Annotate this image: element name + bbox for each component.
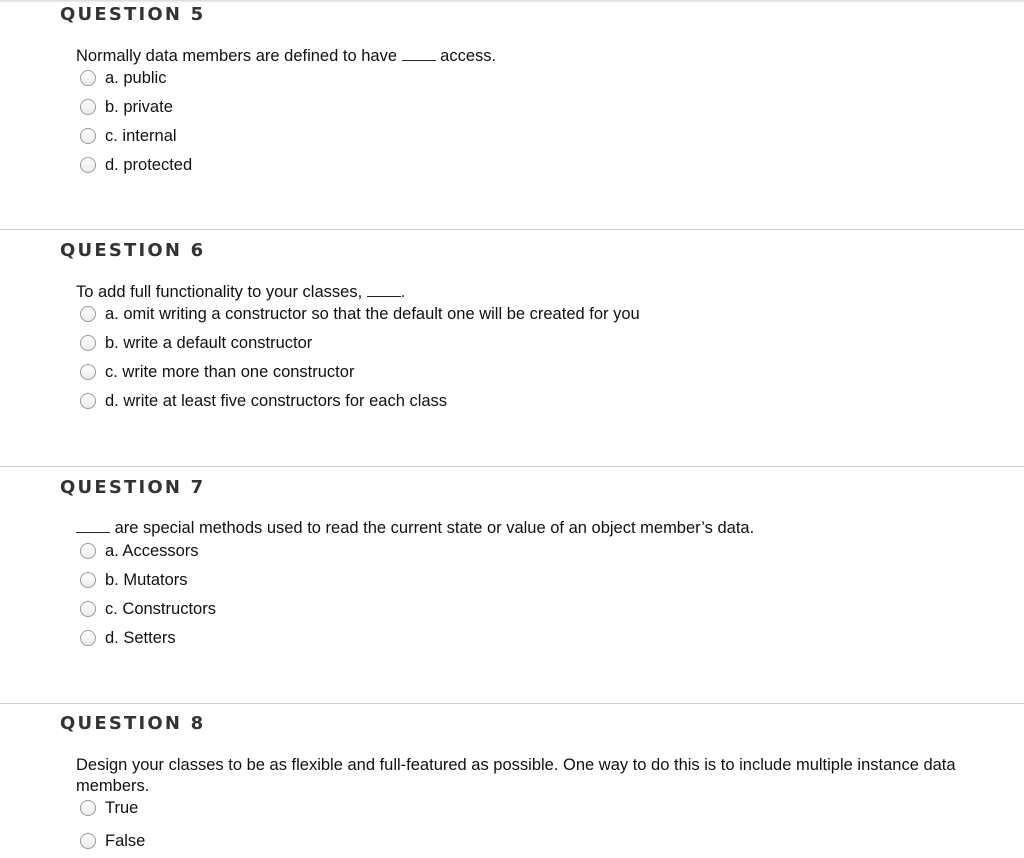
q7-option-b[interactable] [80, 569, 188, 591]
q6-option-d[interactable] [80, 390, 447, 412]
q5-option-c[interactable] [80, 125, 177, 147]
option-label: a. omit writing a constructor so that the default one will be created for you [105, 304, 640, 323]
prompt-text: are special methods used to read the current state or value of an object member’s data. [110, 519, 755, 537]
question-heading: QUESTION 8 [60, 713, 206, 734]
top-shadow [0, 0, 1024, 3]
radio-button[interactable] [80, 128, 96, 144]
option-label: False [105, 831, 146, 850]
q5-option-a[interactable] [80, 67, 166, 89]
question-divider [0, 466, 1024, 467]
q5-option-d[interactable] [80, 154, 192, 176]
question-prompt [76, 46, 1011, 67]
radio-button[interactable] [80, 99, 96, 115]
question-heading: QUESTION 7 [60, 477, 206, 498]
question-heading: QUESTION 5 [60, 4, 206, 25]
question-heading: QUESTION 6 [60, 240, 206, 261]
answer-blank [402, 48, 436, 61]
radio-button[interactable] [80, 543, 96, 559]
question-prompt: Design your classes to be as flexible and full-featured as possible. One way to do this is to include multiple instance data members. [76, 756, 956, 795]
q6-option-b[interactable] [80, 332, 312, 354]
question-prompt [76, 282, 1011, 303]
answer-blank [367, 284, 401, 297]
answer-blank [76, 520, 110, 533]
radio-button[interactable] [80, 393, 96, 409]
q8-option-false[interactable] [80, 830, 145, 852]
q5-option-b[interactable] [80, 96, 173, 118]
option-label: d. write at least five constructors for each class [105, 391, 448, 410]
option-label: c. write more than one constructor [105, 362, 355, 381]
radio-button[interactable] [80, 833, 96, 849]
radio-button[interactable] [80, 364, 96, 380]
option-label: d. protected [105, 155, 193, 174]
option-label: a. public [105, 68, 167, 87]
radio-button[interactable] [80, 157, 96, 173]
question-prompt [76, 518, 1011, 539]
question-divider [0, 229, 1024, 230]
q7-option-d[interactable] [80, 627, 176, 649]
question-divider [0, 703, 1024, 704]
q7-option-c[interactable] [80, 598, 216, 620]
option-label: b. private [105, 97, 173, 116]
prompt-text: access. [435, 47, 497, 65]
prompt-text: . [400, 283, 406, 301]
q6-option-a[interactable] [80, 303, 640, 325]
option-label: True [105, 798, 139, 817]
prompt-text: Normally data members are defined to have [76, 47, 402, 65]
option-label: c. Constructors [105, 599, 216, 618]
q6-option-c[interactable] [80, 361, 354, 383]
prompt-text: To add full functionality to your classes, [76, 283, 367, 301]
option-label: c. internal [105, 126, 177, 145]
radio-button[interactable] [80, 601, 96, 617]
radio-button[interactable] [80, 800, 96, 816]
radio-button[interactable] [80, 572, 96, 588]
q7-option-a[interactable] [80, 540, 199, 562]
option-label: b. write a default constructor [105, 333, 313, 352]
option-label: d. Setters [105, 628, 176, 647]
radio-button[interactable] [80, 306, 96, 322]
option-label: a. Accessors [105, 541, 199, 560]
q8-option-true[interactable] [80, 797, 138, 819]
radio-button[interactable] [80, 335, 96, 351]
radio-button[interactable] [80, 70, 96, 86]
radio-button[interactable] [80, 630, 96, 646]
option-label: b. Mutators [105, 570, 188, 589]
